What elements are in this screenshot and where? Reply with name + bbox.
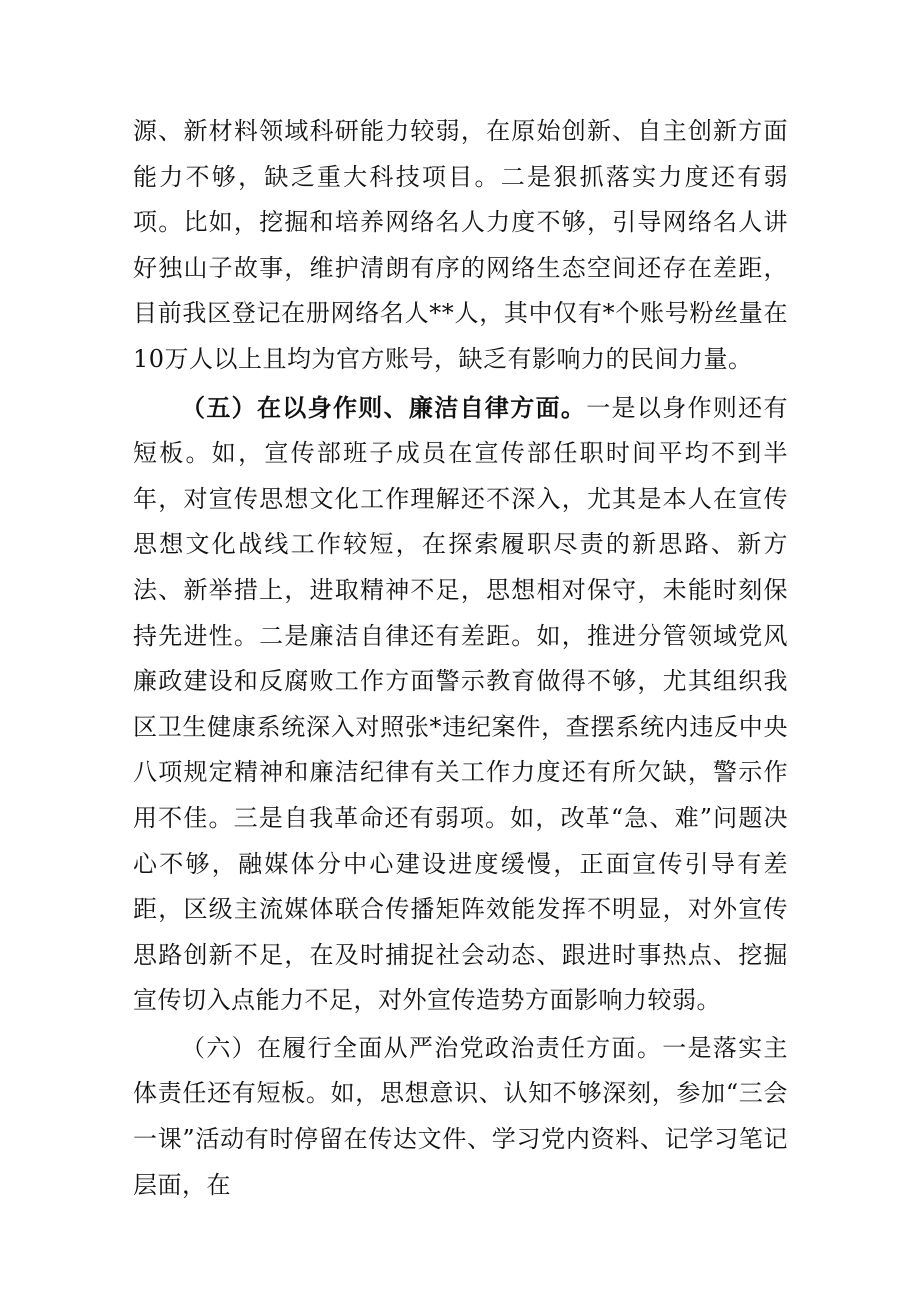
document-body (133, 109, 788, 1208)
paragraph-3-text: （六）在履行全面从严治党政治责任方面。一是落实主体责任还有短板。如，思想意识、认知不够深刻，参加“三会一课”活动有时停留在传达文件、学习党内资料、记学习笔记层面，在 (133, 1033, 788, 1199)
paragraph-2 (133, 385, 788, 1024)
paragraph-1-text: 源、新材料领域科研能力较弱，在原始创新、自主创新方面能力不够，缺乏重大科技项目。二是狠抓落实力度还有弱项。比如，挖掘和培养网络名人力度不够，引导网络名人讲好独山子故事，维护清朗有序的网络生态空间还存在差距，目前我区登记在册网络名人**人，其中仅有*个账号粉丝量在10万人以上且均为官方账号，缺乏有影响力的民间力量。 (133, 117, 788, 373)
paragraph-3 (133, 1026, 788, 1208)
paragraph-2-text: 一是以身作则还有短板。如，宣传部班子成员在宣传部任职时间平均不到半年，对宣传思想文化工作理解还不深入，尤其是本人在宣传思想文化战线工作较短，在探索履职尽责的新思路、新方法、新举措上，进取精神不足，思想相对保守，未能时刻保持先进性。二是廉洁自律还有差距。如，推进分管领域党风廉政建设和反腐败工作方面警示教育做得不够，尤其组织我区卫生健康系统深入对照张*违纪案件，查摆系统内违反中央八项规定精神和廉洁纪律有关工作力度还有所欠缺，警示作用不佳。三是自我革命还有弱项。如，改革“急、难”问题决心不够，融媒体分中心建设进度缓慢，正面宣传引导有差距，区级主流媒体联合传播矩阵效能发挥不明显，对外宣传思路创新不足，在及时捕捉社会动态、跟进时事热点、挖掘宣传切入点能力不足，对外宣传造势方面影响力较弱。 (133, 393, 789, 1015)
paragraph-1 (133, 109, 788, 383)
section-5-heading: （五）在以身作则、廉洁自律方面。 (181, 392, 587, 422)
